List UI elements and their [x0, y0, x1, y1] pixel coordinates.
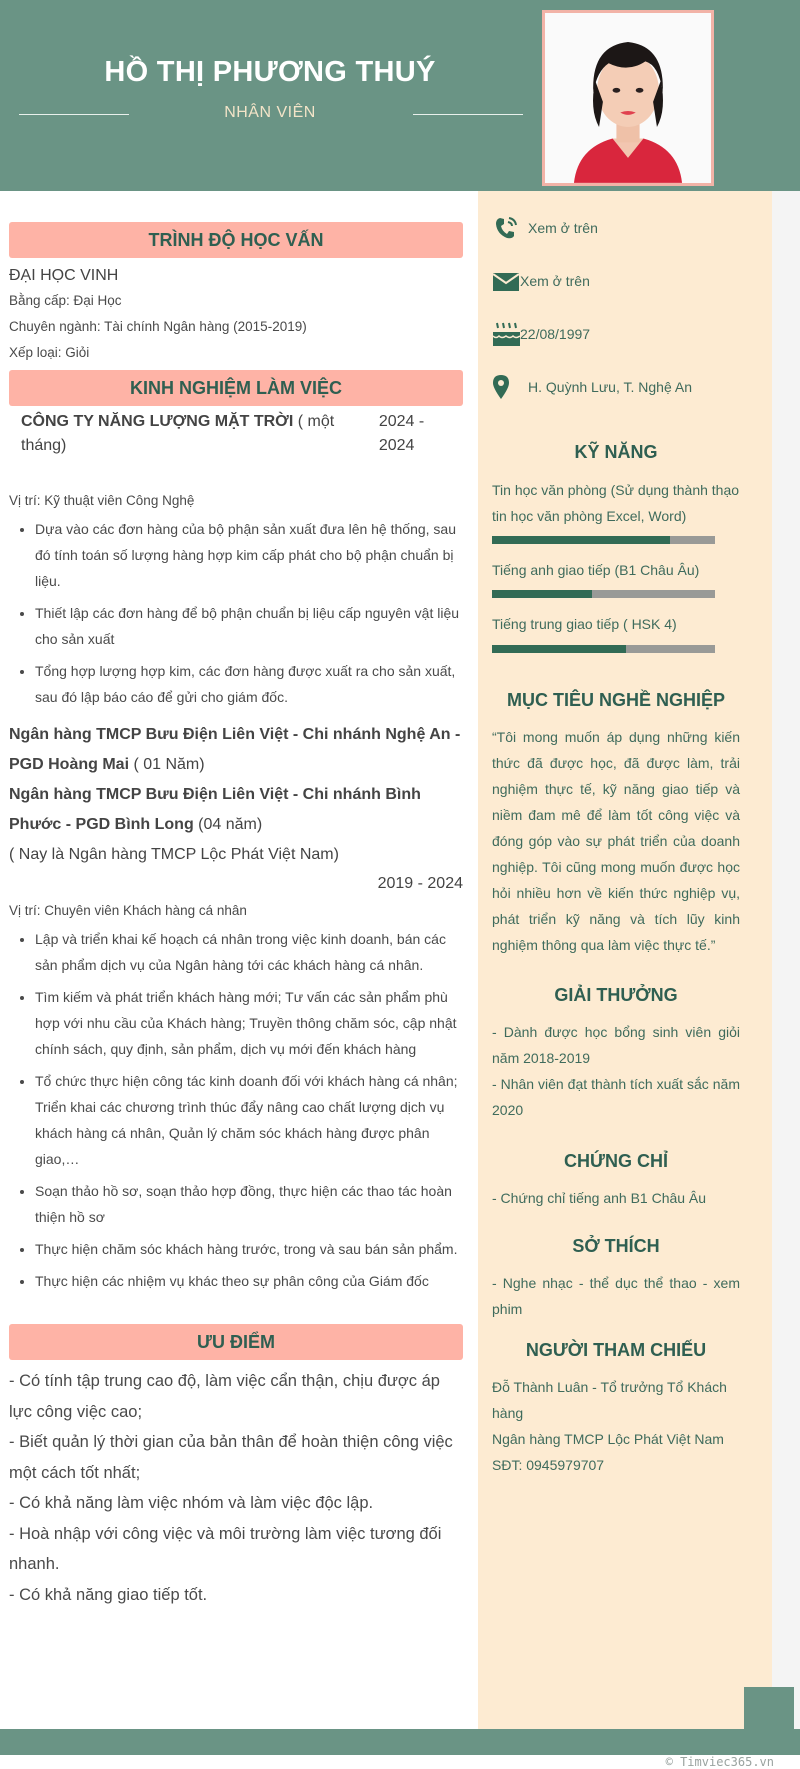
list-item: • Thiết lập các đơn hàng để bộ phận chuẩn bị liệu cấp nguyên vật liệu cho sản xuất [35, 600, 463, 652]
strength-item: - Có khả năng làm việc nhóm và làm việc độc lập. [9, 1494, 374, 1512]
job1-duration: ( một tháng) [21, 413, 335, 454]
award-item: - Nhân viên đạt thành tích xuất sắc năm 2020 [492, 1076, 740, 1118]
skill-bar [492, 536, 715, 544]
job2-rename: ( Nay là Ngân hàng TMCP Lộc Phát Việt Nam) [9, 846, 339, 863]
job1-company: CÔNG TY NĂNG LƯỢNG MẶT TRỜI [21, 413, 294, 430]
education-major: Chuyên ngành: Tài chính Ngân hàng (2015-2019) [9, 319, 307, 334]
job1-duties [9, 516, 463, 710]
list-item: • Soạn thảo hồ sơ, soạn thảo hợp đồng, thực hiện các thao tác hoàn thiện hồ sơ [35, 1178, 463, 1230]
side-panel [478, 191, 772, 1729]
candidate-name: HỒ THỊ PHƯƠNG THUÝ [104, 56, 436, 88]
job2-bank1 [9, 720, 463, 780]
education-title: TRÌNH ĐỘ HỌC VẤN [9, 222, 463, 258]
skill-bar-fill [492, 645, 626, 653]
role-divider-right [413, 114, 523, 115]
strengths-title: ƯU ĐIỂM [9, 1324, 463, 1360]
hobbies-text: - Nghe nhạc - thể dục thể thao - xem phim [492, 1275, 740, 1317]
contact-email [492, 266, 762, 296]
skills-title: KỸ NĂNG [574, 442, 658, 462]
job2-bank1-name: Ngân hàng TMCP Bưu Điện Liên Việt - Chi nhánh Nghệ An - PGD Hoàng Mai [9, 726, 461, 773]
education-rank: Xếp loại: Giỏi [9, 345, 90, 360]
reference-item: Ngân hàng TMCP Lộc Phát Việt Nam [492, 1431, 724, 1447]
contact-birthday [492, 319, 762, 349]
strength-item: - Hoà nhập với công việc và môi trường làm việc tương đối nhanh. [9, 1524, 442, 1573]
job2-bank2 [9, 780, 463, 840]
profile-photo [542, 10, 714, 186]
skill-label: Tiếng trung giao tiếp ( HSK 4) [492, 616, 677, 632]
contact-address-text: H. Quỳnh Lưu, T. Nghệ An [528, 379, 692, 395]
skill-bar-fill [492, 590, 592, 598]
job1-position: Vị trí: Kỹ thuật viên Công Nghệ [9, 493, 195, 508]
footer-bar [0, 1729, 800, 1755]
list-item: • Lập và triển khai kế hoạch cá nhân trong việc kinh doanh, bán các sản phẩm dịch vụ của Ngân hàng tới các khách hàng cá nhân. [35, 926, 463, 978]
birthday-cake-icon [492, 320, 520, 348]
job2-bank2-name: Ngân hàng TMCP Bưu Điện Liên Việt - Chi nhánh Bình Phước - PGD Bình Long [9, 786, 421, 833]
strength-item: - Biết quản lý thời gian của bản thân để hoàn thiện công việc một cách tốt nhất; [9, 1433, 453, 1482]
map-marker-icon [492, 373, 520, 401]
hobbies-title: SỞ THÍCH [572, 1236, 660, 1256]
main-column [9, 214, 463, 1610]
awards-title: GIẢI THƯỞNG [554, 985, 678, 1005]
job2-position: Vị trí: Chuyên viên Khách hàng cá nhân [9, 903, 247, 918]
phone-icon [492, 214, 520, 242]
list-item: • Dựa vào các đơn hàng của bộ phận sản xuất đưa lên hệ thống, sau đó tính toán số lượng hàng hợp kim cấp phát cho bộ phận chuẩn bị liệu. [35, 516, 463, 594]
contact-birthday-text: 22/08/1997 [520, 326, 591, 342]
job2-bank2-duration: (04 năm) [193, 816, 263, 833]
references-title: NGƯỜI THAM CHIẾU [525, 1340, 707, 1360]
reference-item: SĐT: 0945979707 [492, 1457, 605, 1473]
strength-item: - Có tính tập trung cao độ, làm việc cẩn thận, chịu được áp lực công việc cao; [9, 1372, 440, 1421]
job2-years: 2019 - 2024 [377, 875, 463, 892]
skill-bar [492, 645, 715, 653]
watermark: © Timviec365.vn [665, 1755, 774, 1769]
envelope-icon [492, 267, 520, 295]
certificate-item: - Chứng chỉ tiếng anh B1 Châu Âu [492, 1190, 707, 1206]
skill-bar [492, 590, 715, 598]
skill-label: Tin học văn phòng (Sử dụng thành thạo tin học văn phòng Excel, Word) [492, 482, 740, 524]
contact-phone-text: Xem ở trên [528, 220, 598, 236]
objective-title: MỤC TIÊU NGHỀ NGHIỆP [506, 690, 725, 710]
contact-address [492, 372, 762, 402]
award-item: - Dành được học bổng sinh viên giỏi năm 2018-2019 [492, 1024, 740, 1066]
skill-bar-fill [492, 536, 670, 544]
contact-phone [492, 213, 762, 243]
contact-email-text: Xem ở trên [520, 273, 590, 289]
list-item: • Tổ chức thực hiện công tác kinh doanh đối với khách hàng cá nhân; Triển khai các chương trình thúc đẩy nâng cao chất lượng dịch vụ khách hàng cá nhân, Quản lý chăm sóc khách hàng được phân giao,… [35, 1068, 463, 1172]
strengths-list [9, 1366, 463, 1610]
job2-bank1-duration: ( 01 Năm) [129, 756, 205, 773]
side-strip [772, 191, 800, 1729]
job1-header [9, 410, 463, 458]
list-item: • Tổng hợp lượng hợp kim, các đơn hàng được xuất ra cho sản xuất, sau đó lập báo cáo để gửi cho giám đốc. [35, 658, 463, 710]
strength-item: - Có khả năng giao tiếp tốt. [9, 1585, 208, 1604]
skill-label: Tiếng anh giao tiếp (B1 Châu Âu) [492, 562, 700, 578]
references-list [492, 1374, 740, 1478]
job1-years: 2024 - 2024 [378, 413, 425, 454]
certificates-title: CHỨNG CHỈ [564, 1151, 668, 1171]
education-degree: Bằng cấp: Đại Học [9, 293, 122, 308]
education-school: ĐẠI HỌC VINH [9, 267, 119, 284]
experience-title: KINH NGHIỆM LÀM VIỆC [9, 370, 463, 406]
objective-text: “Tôi mong muốn áp dụng những kiến thức đã được học, đã được làm, trải nghiệm thực tế, kỹ năng giao tiếp và niềm đam mê để làm tốt công việc và đóng góp vào sự phát triển của doanh nghiệp. Tôi cũng mong muốn được học hỏi nhiều hơn về kiến thức nghiệp vụ, phát triển kỹ năng và tích lũy kinh nghiệm thông qua làm việc thực tế.” [492, 729, 740, 953]
list-item: • Thực hiện chăm sóc khách hàng trước, trong và sau bán sản phẩm. [35, 1236, 463, 1262]
list-item: • Tìm kiếm và phát triển khách hàng mới; Tư vấn các sản phẩm phù hợp với nhu cầu của Khách hàng; Truyền thông chăm sóc, cập nhật chính sách, quy định, sản phẩm, dịch vụ mới đến khách hàng [35, 984, 463, 1062]
list-item: • Thực hiện các nhiệm vụ khác theo sự phân công của Giám đốc [35, 1268, 463, 1294]
job2-duties [9, 926, 463, 1294]
candidate-role: NHÂN VIÊN [224, 104, 316, 121]
reference-item: Đỗ Thành Luân - Tổ trưởng Tổ Khách hàng [492, 1379, 727, 1421]
awards-list [492, 1019, 740, 1123]
